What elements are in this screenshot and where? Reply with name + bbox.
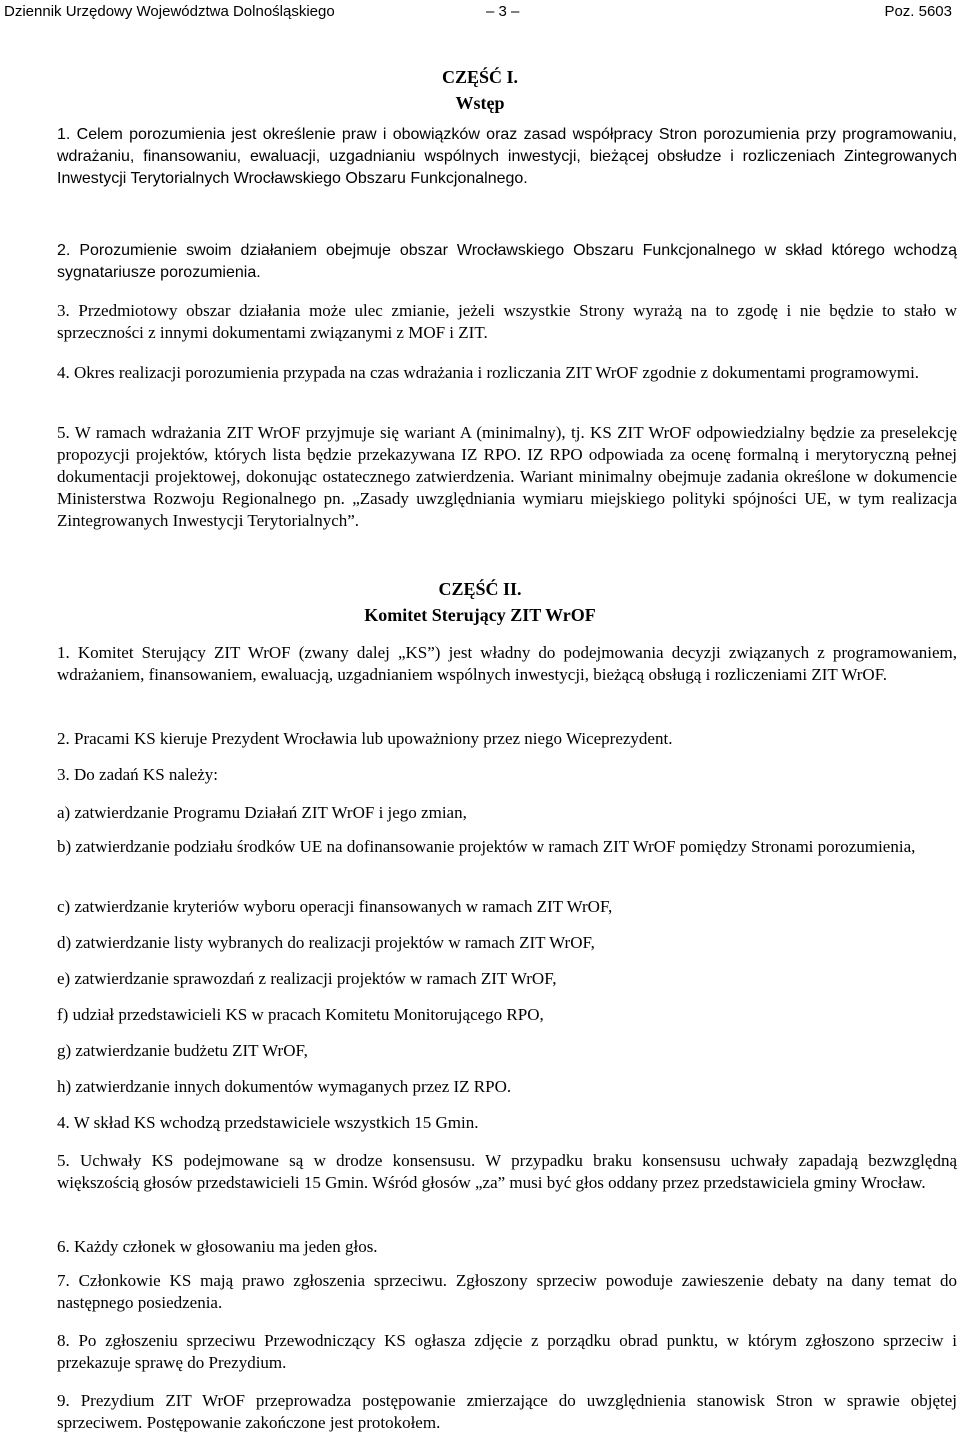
page-number: – 3 –	[486, 3, 520, 20]
task-item-c: c) zatwierdzanie kryteriów wyboru operacji finansowanych w ramach ZIT WrOF,	[57, 897, 613, 916]
task-item-a: a) zatwierdzanie Programu Działań ZIT WrOF i jego zmian,	[57, 803, 467, 822]
part2-paragraph-3: 3. Do zadań KS należy:	[57, 765, 218, 784]
part1-paragraph-3: 3. Przedmiotowy obszar działania może ulec zmianie, jeżeli wszystkie Strony wyrażą na to zgodę i nie będzie to stało w sprzeczności z innymi dokumentami związanymi z MOF i ZIT.	[57, 301, 957, 342]
part1-paragraph-1: 1. Celem porozumienia jest określenie praw i obowiązków oraz zasad współpracy Stron porozumienia przy programowaniu, wdrażaniu, finansowaniu, ewaluacji, uzgadnianiu wspólnych inwestycji, bieżącej obsłudze i rozliczeniach Zintegrowanych Inwestycji Terytorialnych Wrocławskiego Obszaru Funkcjonalnego.	[57, 126, 957, 187]
part2-paragraph-8: 8. Po zgłoszeniu sprzeciwu Przewodniczący KS ogłasza zdjęcie z porządku obrad punktu, w którym zgłoszono sprzeciw i przekazuje sprawę do Prezydium.	[57, 1331, 957, 1372]
journal-title: Dziennik Urzędowy Województwa Dolnośląskiego	[4, 3, 335, 20]
part1-paragraph-2: 2. Porozumienie swoim działaniem obejmuje obszar Wrocławskiego Obszaru Funkcjonalnego w skład którego wchodzą sygnatariusze porozumienia.	[57, 242, 957, 281]
task-item-e: e) zatwierdzanie sprawozdań z realizacji projektów w ramach ZIT WrOF,	[57, 969, 557, 988]
task-item-g: g) zatwierdzanie budżetu ZIT WrOF,	[57, 1041, 308, 1060]
part1-title: CZĘŚĆ I.	[441, 67, 519, 87]
part2-paragraph-9: 9. Prezydium ZIT WrOF przeprowadza postępowanie zmierzające do uwzględnienia stanowisk Stron w sprawie objętej sprzeciwem. Postępowanie zakończone jest protokołem.	[57, 1391, 957, 1432]
part1-paragraph-4: 4. Okres realizacji porozumienia przypada na czas wdrażania i rozliczania ZIT WrOF zgodnie z dokumentami programowymi.	[57, 363, 920, 382]
task-item-b: b) zatwierdzanie podziału środków UE na dofinansowanie projektów w ramach ZIT WrOF pomiędzy Stronami porozumienia,	[57, 837, 916, 856]
task-item-h: h) zatwierdzanie innych dokumentów wymaganych przez IZ RPO.	[57, 1077, 512, 1096]
part2-paragraph-1: 1. Komitet Sterujący ZIT WrOF (zwany dalej „KS”) jest władny do podejmowania decyzji związanych z programowaniem, wdrażaniem, finansowaniem, ewaluacją, uzgadnianiem wspólnych inwestycji, bieżącą obsługą i rozliczeniami ZIT WrOF.	[57, 643, 957, 684]
part2-title: CZĘŚĆ II.	[438, 579, 522, 599]
part2-paragraph-5: 5. Uchwały KS podejmowane są w drodze konsensusu. W przypadku braku konsensusu uchwały zapadają bezwzględną większością głosów przedstawicieli 15 Gmin. Wśród głosów „za” musi być głos oddany przez przedstawiciela gminy Wrocław.	[57, 1151, 957, 1192]
part2-paragraph-7: 7. Członkowie KS mają prawo zgłoszenia sprzeciwu. Zgłoszony sprzeciw powoduje zawieszenie debaty na dany temat do następnego posiedzenia.	[57, 1271, 957, 1312]
part2-paragraph-6: 6. Każdy członek w głosowaniu ma jeden głos.	[57, 1237, 378, 1256]
part2-paragraph-2: 2. Pracami KS kieruje Prezydent Wrocławia lub upoważniony przez niego Wiceprezydent.	[57, 729, 673, 748]
part1-subtitle: Wstęp	[455, 93, 505, 113]
part2-paragraph-4: 4. W skład KS wchodzą przedstawiciele wszystkich 15 Gmin.	[57, 1113, 479, 1132]
part1-paragraph-5: 5. W ramach wdrażania ZIT WrOF przyjmuje się wariant A (minimalny), tj. KS ZIT WrOF odpowiedzialny będzie za preselekcję propozycji projektów, których lista będzie przekazywana IZ RPO. IZ RPO odpowiada za ocenę formalną i merytoryczną pełnej dokumentacji projektowej, dokonując ostatecznego zatwierdzenia. Wariant minimalny obejmuje zadania określone w dokumencie Ministerstwa Rozwoju Regionalnego pn. „Zasady uwzględniania wymiaru miejskiego polityki spójności UE, w tym realizacja Zintegrowanych Inwestycji Terytorialnych”.	[57, 423, 957, 530]
task-item-d: d) zatwierdzanie listy wybranych do realizacji projektów w ramach ZIT WrOF,	[57, 933, 595, 952]
task-item-f: f) udział przedstawicieli KS w pracach Komitetu Monitorującego RPO,	[57, 1005, 544, 1024]
position-number: Poz. 5603	[884, 3, 952, 20]
part2-subtitle: Komitet Sterujący ZIT WrOF	[364, 605, 596, 625]
